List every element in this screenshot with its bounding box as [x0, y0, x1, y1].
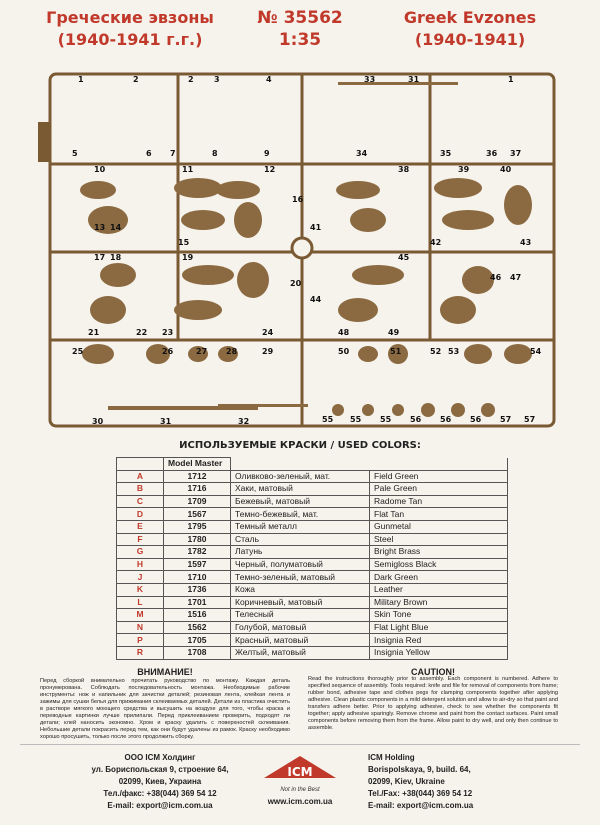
color-ru-cell: Темный металл [231, 520, 370, 533]
color-ru-cell: Черный, полуматовый [231, 558, 370, 571]
svg-text:37: 37 [510, 149, 522, 158]
color-mm-cell: 1705 [164, 634, 231, 647]
color-en-cell: Gunmetal [370, 520, 508, 533]
svg-text:23: 23 [162, 328, 174, 337]
color-code-cell: E [117, 520, 164, 533]
svg-text:47: 47 [510, 273, 522, 282]
color-mm-cell: 1736 [164, 583, 231, 596]
color-ru-cell: Хаки, матовый [231, 483, 370, 496]
website-link[interactable]: www.icm.com.ua [267, 797, 333, 806]
svg-text:8: 8 [212, 149, 218, 158]
color-en-cell: Radome Tan [370, 495, 508, 508]
svg-text:57: 57 [500, 415, 512, 424]
svg-text:3: 3 [214, 75, 220, 84]
phone-russian: Тел./факс: +38(044) 369 54 12 [103, 789, 217, 798]
color-en-cell: Leather [370, 583, 508, 596]
svg-text:39: 39 [458, 165, 470, 174]
company-name-english: ICM Holding [368, 753, 415, 762]
color-mm-cell: 1782 [164, 546, 231, 559]
color-en-cell: Steel [370, 533, 508, 546]
color-code-cell: N [117, 621, 164, 634]
color-ru-cell: Голубой, матовый [231, 621, 370, 634]
color-code-cell: K [117, 583, 164, 596]
svg-text:35: 35 [440, 149, 452, 158]
color-en-cell: Flat Tan [370, 508, 508, 521]
svg-text:27: 27 [196, 347, 208, 356]
color-en-cell: Insignia Red [370, 634, 508, 647]
color-en-cell: Bright Brass [370, 546, 508, 559]
colors-table-title: ИСПОЛЬЗУЕМЫЕ КРАСКИ / USED COLORS: [179, 440, 421, 451]
color-en-cell: Skin Tone [370, 609, 508, 622]
svg-text:52: 52 [430, 347, 442, 356]
email-english: E-mail: export@icm.com.ua [368, 801, 474, 810]
warning-title-russian: ВНИМАНИЕ! [137, 667, 193, 677]
svg-text:50: 50 [338, 347, 350, 356]
color-row [117, 508, 508, 521]
kit-scale: 1:35 [278, 30, 322, 50]
color-ru-cell: Желтый, матовый [231, 646, 370, 659]
color-en-cell: Flat Light Blue [370, 621, 508, 634]
color-row [117, 533, 508, 546]
color-row [117, 609, 508, 622]
svg-text:1: 1 [78, 75, 84, 84]
color-row [117, 646, 508, 659]
svg-text:33: 33 [364, 75, 376, 84]
color-row [117, 520, 508, 533]
colors-table [116, 457, 508, 660]
color-row [117, 596, 508, 609]
color-en-cell: Dark Green [370, 571, 508, 584]
svg-text:57: 57 [524, 415, 536, 424]
svg-text:31: 31 [408, 75, 420, 84]
svg-text:26: 26 [162, 347, 174, 356]
svg-text:51: 51 [390, 347, 402, 356]
model-master-header: Model Master [164, 458, 231, 471]
color-code-cell: C [117, 495, 164, 508]
svg-text:2: 2 [188, 75, 194, 84]
svg-text:34: 34 [356, 149, 368, 158]
svg-text:9: 9 [264, 149, 270, 158]
svg-text:25: 25 [72, 347, 84, 356]
svg-text:30: 30 [92, 417, 104, 426]
years-english: (1940-1941) [414, 30, 526, 49]
svg-text:44: 44 [310, 295, 322, 304]
svg-text:55: 55 [322, 415, 334, 424]
icm-logo-icon [262, 752, 338, 782]
color-mm-cell: 1597 [164, 558, 231, 571]
color-mm-cell: 1708 [164, 646, 231, 659]
svg-text:5: 5 [72, 149, 78, 158]
color-row [117, 571, 508, 584]
color-mm-cell: 1709 [164, 495, 231, 508]
color-code-cell: P [117, 634, 164, 647]
colors-table-header [117, 458, 508, 471]
sprue-drawing [38, 70, 566, 430]
svg-text:29: 29 [262, 347, 274, 356]
logo-tagline: Not in the Best [280, 787, 320, 793]
title-russian: Греческие эвзоны [46, 8, 214, 27]
svg-text:55: 55 [350, 415, 362, 424]
svg-text:24: 24 [262, 328, 274, 337]
sprue-frame-illustration [38, 70, 566, 430]
colors-table-body [117, 470, 508, 659]
color-mm-cell: 1795 [164, 520, 231, 533]
svg-text:21: 21 [88, 328, 100, 337]
address-line2-english: 02099, Kiev, Ukraine [368, 777, 445, 786]
svg-text:56: 56 [470, 415, 482, 424]
color-ru-cell: Темно-бежевый, мат. [231, 508, 370, 521]
color-ru-cell: Сталь [231, 533, 370, 546]
svg-text:6: 6 [146, 149, 152, 158]
color-mm-cell: 1562 [164, 621, 231, 634]
address-line2-russian: 02099, Киев, Украина [118, 777, 202, 786]
color-mm-cell: 1712 [164, 470, 231, 483]
color-ru-cell: Латунь [231, 546, 370, 559]
color-mm-cell: 1701 [164, 596, 231, 609]
svg-text:49: 49 [388, 328, 400, 337]
svg-text:36: 36 [486, 149, 498, 158]
warning-text-russian: Перед сборкой внимательно прочитать руководство по монтажу. Каждая деталь пронумерована. Соблюдать последовательность монтажа. Необходимые рабочие инструменты: нож и напильник для зачистки деталей; резиновая лента, клейкая лента и зажимы для сушки белья для прижимания склеиваемых деталей. Детали из пластика очистить в растворе мягкого моющего средства и высушить на воздухе для того, чтобы краска и переводные картинки лучше прилипали. Перед приклеиванием проверить, подходят ли детали; клей наносить экономно. Хром и краску удалить с поверхностей склеивания. Небольшие детали покрасить перед тем, как они будут удалены из рамок. Краску необходимо хорошо просушить, только после этого продолжить сборку. [40, 678, 290, 740]
svg-text:54: 54 [530, 347, 542, 356]
color-code-cell: A [117, 470, 164, 483]
color-row [117, 558, 508, 571]
color-row [117, 495, 508, 508]
address-line1-russian: ул. Бориспольская 9, строение 64, [91, 765, 229, 774]
color-code-cell: B [117, 483, 164, 496]
svg-text:7: 7 [170, 149, 176, 158]
color-en-cell: Military Brown [370, 596, 508, 609]
svg-text:4: 4 [266, 75, 272, 84]
color-ru-cell: Коричневый, матовый [231, 596, 370, 609]
color-ru-cell: Красный, матовый [231, 634, 370, 647]
svg-text:13: 13 [94, 223, 106, 232]
color-row [117, 470, 508, 483]
color-ru-cell: Кожа [231, 583, 370, 596]
svg-text:19: 19 [182, 253, 194, 262]
color-code-cell: H [117, 558, 164, 571]
svg-text:18: 18 [110, 253, 122, 262]
svg-text:10: 10 [94, 165, 106, 174]
color-ru-cell: Оливково-зеленый, мат. [231, 470, 370, 483]
svg-text:14: 14 [110, 223, 122, 232]
color-code-cell: J [117, 571, 164, 584]
svg-text:53: 53 [448, 347, 460, 356]
color-code-cell: D [117, 508, 164, 521]
svg-text:56: 56 [440, 415, 452, 424]
color-en-cell: Insignia Yellow [370, 646, 508, 659]
svg-text:12: 12 [264, 165, 276, 174]
color-ru-cell: Темно-зеленый, матовый [231, 571, 370, 584]
color-row [117, 483, 508, 496]
svg-text:2: 2 [133, 75, 139, 84]
svg-text:45: 45 [398, 253, 410, 262]
company-name-russian: ООО ICM Холдинг [124, 753, 196, 762]
color-row [117, 583, 508, 596]
color-row [117, 621, 508, 634]
svg-text:41: 41 [310, 223, 322, 232]
svg-text:31: 31 [160, 417, 172, 426]
color-row [117, 634, 508, 647]
color-mm-cell: 1567 [164, 508, 231, 521]
svg-text:22: 22 [136, 328, 148, 337]
footer-divider [20, 744, 580, 745]
svg-text:20: 20 [290, 279, 302, 288]
svg-text:43: 43 [520, 238, 532, 247]
svg-text:11: 11 [182, 165, 194, 174]
footer-contact-russian [70, 752, 250, 812]
color-ru-cell: Телесный [231, 609, 370, 622]
icm-logo [262, 752, 338, 806]
color-en-cell: Field Green [370, 470, 508, 483]
svg-text:40: 40 [500, 165, 512, 174]
page-header [0, 6, 600, 58]
color-en-cell: Pale Green [370, 483, 508, 496]
warning-title-english: CAUTION! [411, 667, 455, 677]
svg-text:38: 38 [398, 165, 410, 174]
footer-contact-english [368, 752, 548, 812]
svg-text:56: 56 [410, 415, 422, 424]
color-row [117, 546, 508, 559]
color-code-cell: R [117, 646, 164, 659]
color-en-cell: Semigloss Black [370, 558, 508, 571]
color-mm-cell: 1716 [164, 483, 231, 496]
color-ru-cell: Бежевый, матовый [231, 495, 370, 508]
warning-text-english: Read the instructions thoroughly prior to assembly. Each component is numbered. Adhere to specified sequence of assembly. Tools required: knife and file for removal of components from frame; rubber bond, adhesive tape and clothes pegs for clamping components together after applying adhesive. Clean plastic components in a mild detergent solution and allow to air-dry so that paint and transfers adhere better. Prior to applying adhesive, check to see whether the components fit together; apply adhesive sparingly. Remove chrome and paint from the contact surfaces. Paint small components before removing them from the frame. Allow paint to dry well, and only then continue to assemble. [308, 676, 558, 731]
logo-text: ICM [287, 765, 313, 779]
color-code-cell: F [117, 533, 164, 546]
color-mm-cell: 1710 [164, 571, 231, 584]
color-mm-cell: 1516 [164, 609, 231, 622]
color-mm-cell: 1780 [164, 533, 231, 546]
color-code-cell: L [117, 596, 164, 609]
phone-english: Tel./Fax: +38(044) 369 54 12 [368, 789, 473, 798]
svg-text:1: 1 [508, 75, 514, 84]
svg-text:28: 28 [226, 347, 238, 356]
kit-number: № 35562 [257, 8, 343, 28]
color-code-cell: M [117, 609, 164, 622]
svg-text:42: 42 [430, 238, 442, 247]
email-russian: E-mail: export@icm.com.ua [107, 801, 213, 810]
address-line1-english: Borispolskaya, 9, build. 64, [368, 765, 471, 774]
color-code-cell: G [117, 546, 164, 559]
svg-text:16: 16 [292, 195, 304, 204]
title-english: Greek Evzones [403, 8, 537, 27]
svg-text:55: 55 [380, 415, 392, 424]
svg-text:17: 17 [94, 253, 106, 262]
years-russian: (1940-1941 г.г.) [57, 30, 203, 49]
svg-text:46: 46 [490, 273, 502, 282]
svg-text:48: 48 [338, 328, 350, 337]
svg-text:32: 32 [238, 417, 250, 426]
svg-text:15: 15 [178, 238, 190, 247]
